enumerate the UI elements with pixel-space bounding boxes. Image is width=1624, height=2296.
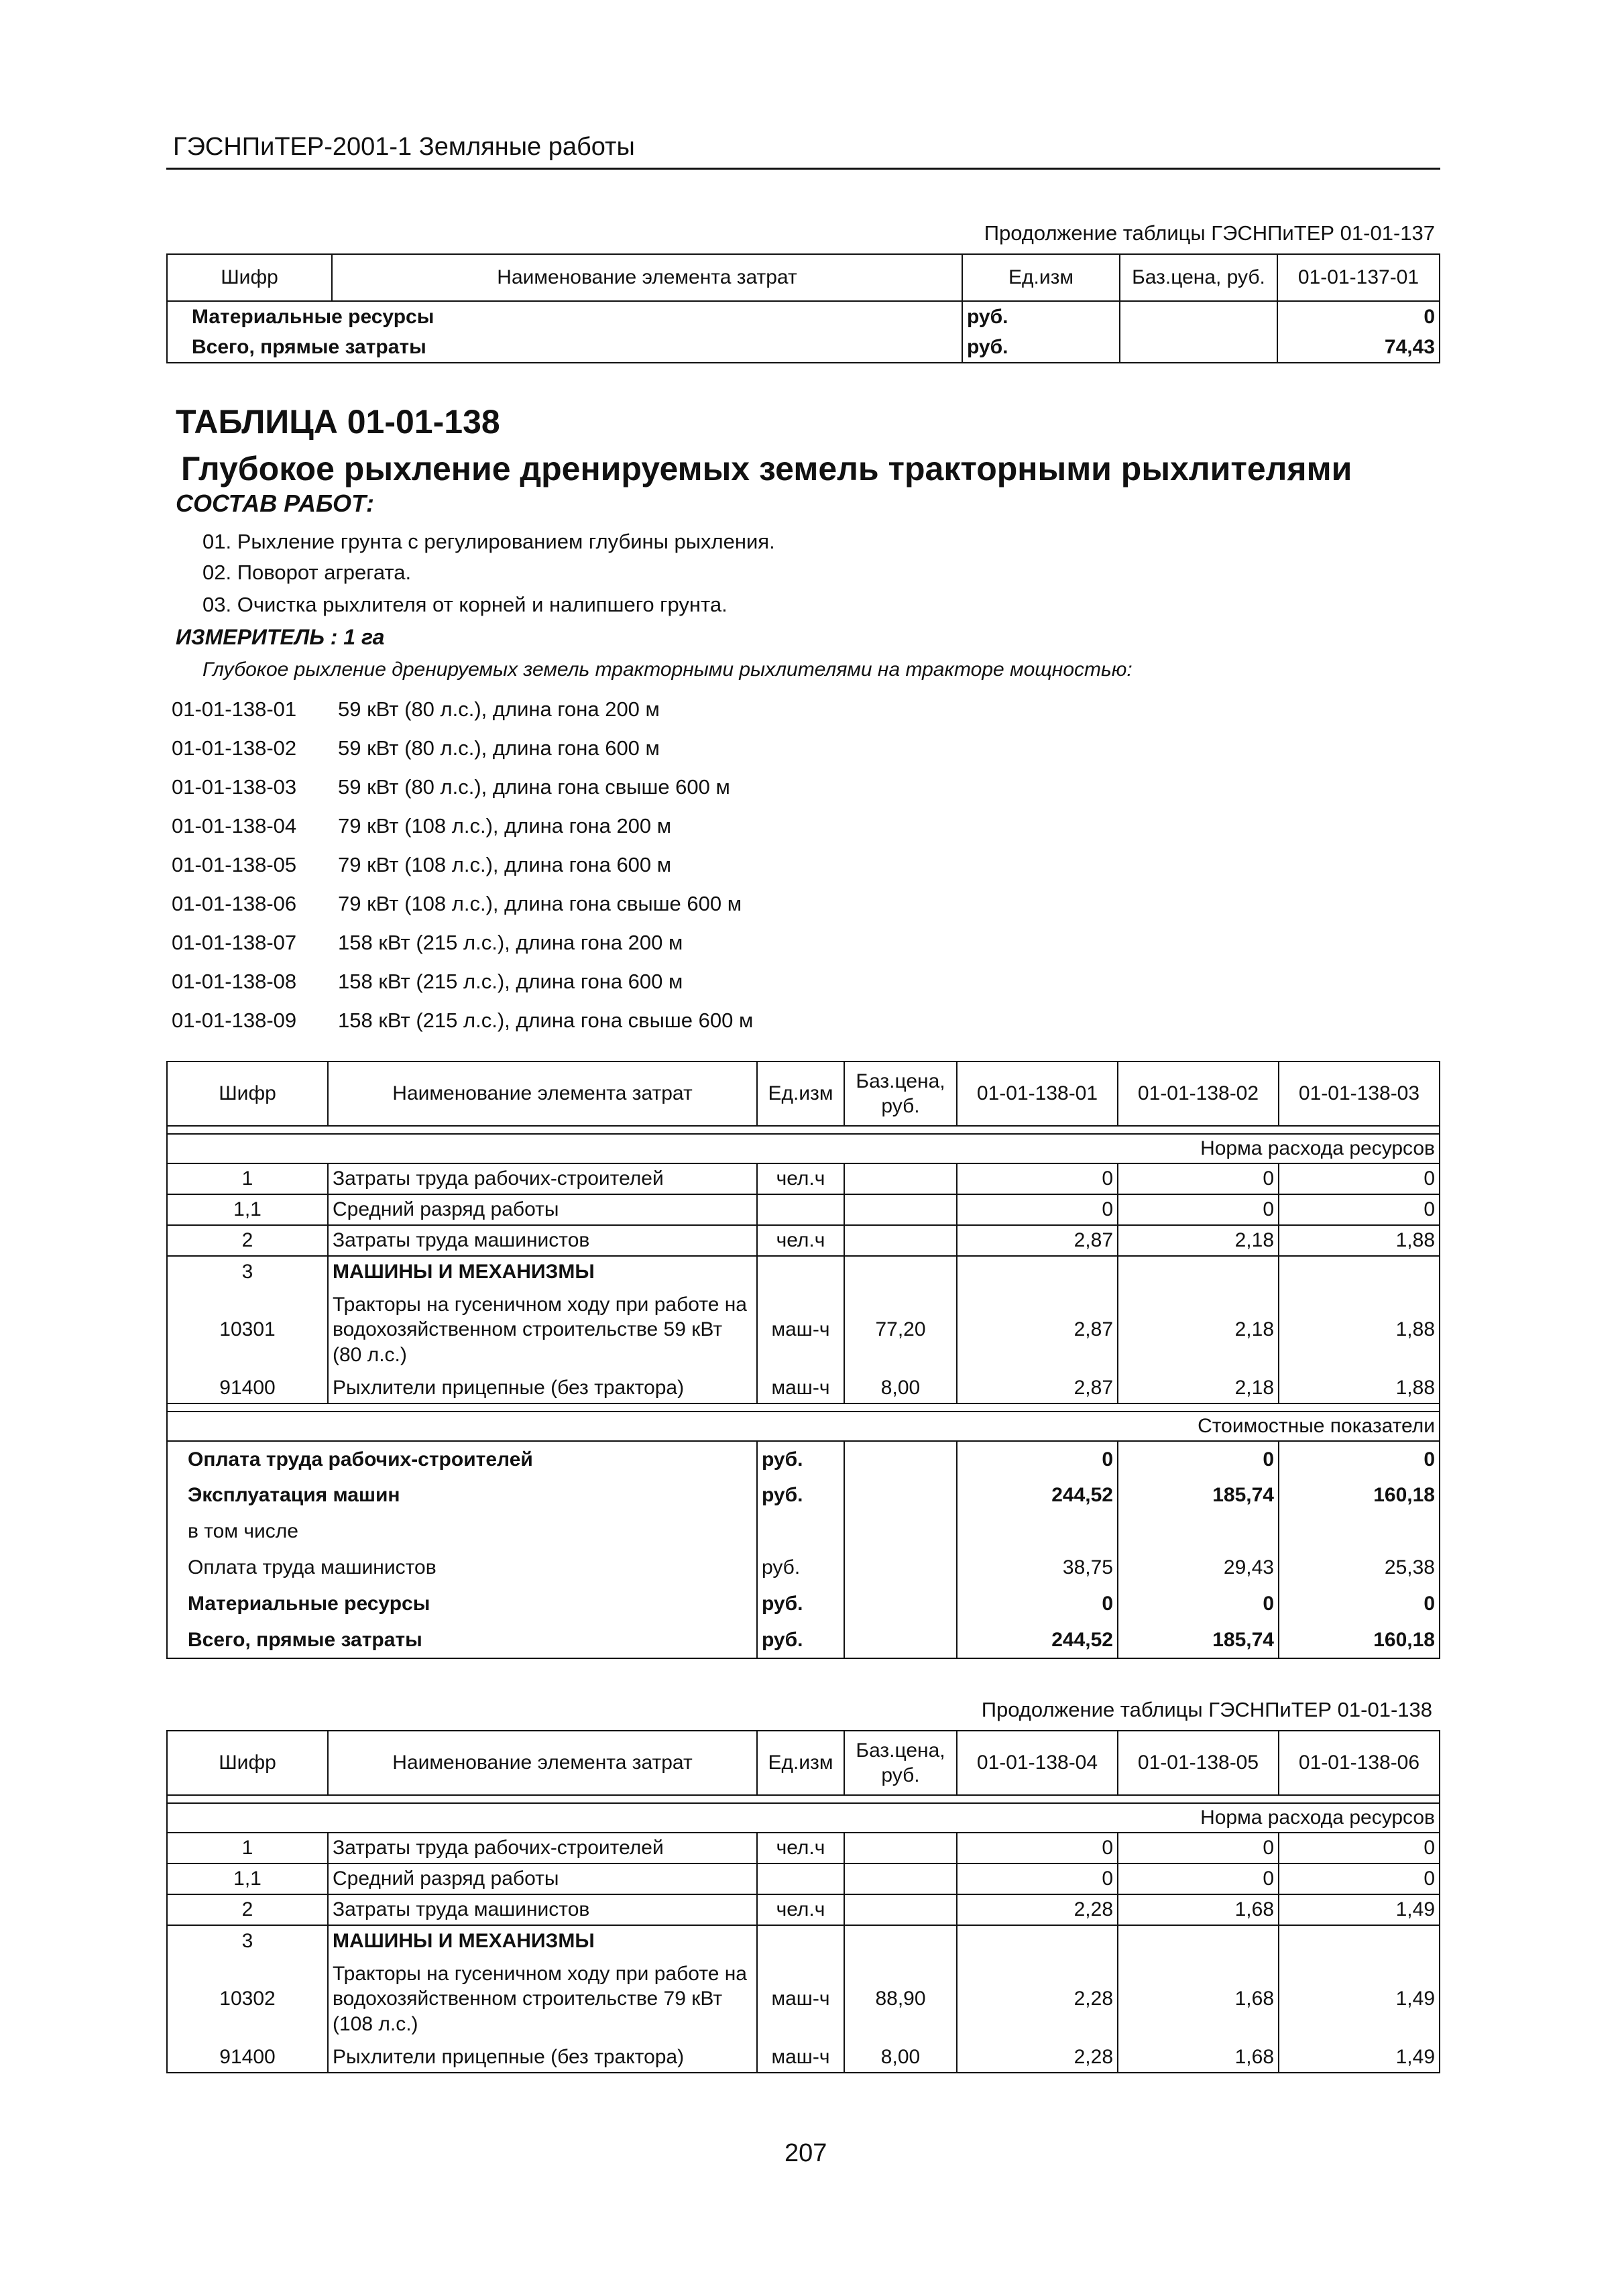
code-list-item <box>172 814 671 838</box>
row-value: 0 <box>1279 1863 1440 1894</box>
cost-value <box>1279 1513 1440 1550</box>
section-row <box>167 1803 1440 1833</box>
row-unit: маш-ч <box>757 2042 844 2073</box>
cost-name: Оплата труда рабочих-строителей <box>167 1441 757 1477</box>
work-item: 03. Очистка рыхлителя от корней и налипшего грунта. <box>202 593 728 616</box>
code-list-item <box>172 1009 753 1033</box>
cost-row <box>167 1550 1440 1586</box>
header-cell: Шифр <box>167 1061 328 1126</box>
row-name: Рыхлители прицепные (без трактора) <box>328 1373 757 1403</box>
cost-unit <box>757 1513 844 1550</box>
cost-value <box>957 1513 1118 1550</box>
row-value: 74,43 <box>1277 332 1440 363</box>
code-text: 79 кВт (108 л.с.), длина гона 600 м <box>338 853 672 876</box>
cost-value: 244,52 <box>957 1622 1118 1658</box>
row-name: Тракторы на гусеничном ходу при работе на водохозяйственном строительстве 79 кВт (108 л.с.) <box>328 1956 757 2042</box>
row-value: 2,87 <box>957 1287 1118 1373</box>
table-row <box>167 1956 1440 2042</box>
row-price <box>844 1833 957 1863</box>
table-row <box>167 1163 1440 1194</box>
section-row <box>167 1412 1440 1441</box>
row-value: 1,68 <box>1118 1956 1279 2042</box>
row-name: Всего, прямые затраты <box>167 332 962 363</box>
row-value: 0 <box>1118 1163 1279 1194</box>
cost-value: 25,38 <box>1279 1550 1440 1586</box>
row-unit <box>757 1256 844 1287</box>
row-value: 1,88 <box>1279 1373 1440 1403</box>
row-value: 2,28 <box>957 2042 1118 2073</box>
table-row <box>167 2042 1440 2073</box>
row-unit <box>757 1863 844 1894</box>
table-row <box>167 1287 1440 1373</box>
cost-price <box>844 1441 957 1477</box>
cost-value: 29,43 <box>1118 1550 1279 1586</box>
row-value: 2,28 <box>957 1894 1118 1925</box>
document-header: ГЭСНПиТЕР-2001-1 Земляные работы <box>173 133 635 161</box>
row-unit: маш-ч <box>757 1287 844 1373</box>
cost-unit: руб. <box>757 1586 844 1622</box>
row-price: 8,00 <box>844 1373 957 1403</box>
table-description: Глубокое рыхление дренируемых земель тракторными рыхлителями на тракторе мощностью: <box>202 658 1133 681</box>
cost-value: 0 <box>1118 1586 1279 1622</box>
cost-name: в том числе <box>167 1513 757 1550</box>
code-list-item <box>172 775 730 799</box>
spacer-cell <box>167 1795 1440 1803</box>
cost-name: Материальные ресурсы <box>167 1586 757 1622</box>
row-name: Тракторы на гусеничном ходу при работе на водохозяйственном строительстве 59 кВт (80 л.с.) <box>328 1287 757 1373</box>
row-value <box>957 1256 1118 1287</box>
header-cell: Наименование элемента затрат <box>328 1061 757 1126</box>
row-unit: чел.ч <box>757 1894 844 1925</box>
row-price <box>844 1163 957 1194</box>
cost-row <box>167 1441 1440 1477</box>
row-code: 2 <box>167 1225 328 1256</box>
spacer-row <box>167 1403 1440 1412</box>
cost-name: Всего, прямые затраты <box>167 1622 757 1658</box>
row-value: 0 <box>957 1194 1118 1225</box>
row-price: 8,00 <box>844 2042 957 2073</box>
table-row <box>167 1225 1440 1256</box>
row-value: 1,49 <box>1279 1894 1440 1925</box>
spacer-cell <box>167 1126 1440 1134</box>
row-unit: чел.ч <box>757 1163 844 1194</box>
cost-unit: руб. <box>757 1622 844 1658</box>
header-cell: 01-01-138-01 <box>957 1061 1118 1126</box>
row-value: 0 <box>1279 1163 1440 1194</box>
cost-name: Оплата труда машинистов <box>167 1550 757 1586</box>
code: 01-01-138-01 <box>172 697 297 721</box>
row-price <box>1120 332 1277 363</box>
header-cell: Наименование элемента затрат <box>332 254 962 301</box>
code-text: 158 кВт (215 л.с.), длина гона свыше 600 м <box>338 1009 754 1032</box>
cost-value: 160,18 <box>1279 1622 1440 1658</box>
cost-label: Стоимостные показатели <box>167 1412 1440 1441</box>
code-text: 79 кВт (108 л.с.), длина гона свыше 600 м <box>338 892 742 915</box>
row-code: 1,1 <box>167 1863 328 1894</box>
row-code: 1 <box>167 1163 328 1194</box>
header-cell: Ед.изм <box>962 254 1120 301</box>
row-unit <box>757 1925 844 1956</box>
code-text: 158 кВт (215 л.с.), длина гона 600 м <box>338 970 683 993</box>
row-value: 1,88 <box>1279 1287 1440 1373</box>
cost-row <box>167 1513 1440 1550</box>
header-cell: Ед.изм <box>757 1731 844 1795</box>
header-cell: Шифр <box>167 254 332 301</box>
code-text: 59 кВт (80 л.с.), длина гона свыше 600 м <box>338 775 730 799</box>
cost-value: 185,74 <box>1118 1622 1279 1658</box>
row-unit: руб. <box>962 332 1120 363</box>
main-table-header <box>167 1061 1440 1126</box>
code: 01-01-138-02 <box>172 736 297 760</box>
table-row <box>167 1925 1440 1956</box>
code: 01-01-138-07 <box>172 931 297 954</box>
row-price <box>844 1925 957 1956</box>
code: 01-01-138-03 <box>172 775 297 799</box>
row-value: 0 <box>1118 1863 1279 1894</box>
header-divider <box>166 168 1440 170</box>
row-name: Средний разряд работы <box>328 1863 757 1894</box>
row-name: МАШИНЫ И МЕХАНИЗМЫ <box>328 1925 757 1956</box>
header-cell: Баз.цена, руб. <box>844 1061 957 1126</box>
code-list-item <box>172 853 671 877</box>
table-137 <box>166 253 1440 363</box>
cost-value: 185,74 <box>1118 1477 1279 1513</box>
row-value: 2,87 <box>957 1373 1118 1403</box>
header-cell: Наименование элемента затрат <box>328 1731 757 1795</box>
header-cell: Шифр <box>167 1731 328 1795</box>
header-cell: Баз.цена, руб. <box>1120 254 1277 301</box>
table-row <box>167 1373 1440 1403</box>
cost-price <box>844 1513 957 1550</box>
cost-value: 0 <box>957 1586 1118 1622</box>
row-code: 1,1 <box>167 1194 328 1225</box>
cost-value: 0 <box>1279 1441 1440 1477</box>
table-row <box>167 332 1440 363</box>
code-text: 59 кВт (80 л.с.), длина гона 600 м <box>338 736 660 760</box>
header-cell: 01-01-138-05 <box>1118 1731 1279 1795</box>
row-price <box>844 1194 957 1225</box>
row-price: 88,90 <box>844 1956 957 2042</box>
work-composition-heading: СОСТАВ РАБОТ: <box>176 490 374 517</box>
cost-value: 244,52 <box>957 1477 1118 1513</box>
row-value: 0 <box>1277 301 1440 332</box>
row-price <box>844 1894 957 1925</box>
row-unit: чел.ч <box>757 1833 844 1863</box>
row-code: 10302 <box>167 1956 328 2042</box>
row-price <box>844 1256 957 1287</box>
table-row <box>167 1894 1440 1925</box>
cost-value: 38,75 <box>957 1550 1118 1586</box>
spacer-row <box>167 1126 1440 1134</box>
code: 01-01-138-06 <box>172 892 297 915</box>
table-row <box>167 1256 1440 1287</box>
row-value: 0 <box>1118 1194 1279 1225</box>
row-value: 0 <box>1279 1194 1440 1225</box>
header-cell: 01-01-137-01 <box>1277 254 1440 301</box>
table-row <box>167 1863 1440 1894</box>
spacer-cell <box>167 1403 1440 1412</box>
row-value <box>957 1925 1118 1956</box>
table-title: ТАБЛИЦА 01-01-138 <box>176 403 500 441</box>
row-name: Затраты труда рабочих-строителей <box>328 1833 757 1863</box>
code-list-item <box>172 931 683 955</box>
row-value: 1,68 <box>1118 2042 1279 2073</box>
cost-value: 0 <box>1279 1586 1440 1622</box>
work-item: 02. Поворот агрегата. <box>202 561 412 584</box>
row-price <box>844 1863 957 1894</box>
row-value <box>1279 1256 1440 1287</box>
continuation-table <box>166 1730 1440 2073</box>
row-value: 1,68 <box>1118 1894 1279 1925</box>
norm-label: Норма расхода ресурсов <box>167 1134 1440 1163</box>
work-item: 01. Рыхление грунта с регулированием глубины рыхления. <box>202 530 775 553</box>
row-value: 2,18 <box>1118 1225 1279 1256</box>
cost-value: 160,18 <box>1279 1477 1440 1513</box>
cost-price <box>844 1550 957 1586</box>
row-name: Затраты труда машинистов <box>328 1894 757 1925</box>
row-value: 2,87 <box>957 1225 1118 1256</box>
code: 01-01-138-04 <box>172 814 297 838</box>
spacer-row <box>167 1795 1440 1803</box>
cost-row <box>167 1477 1440 1513</box>
row-value: 0 <box>957 1833 1118 1863</box>
norm-label: Норма расхода ресурсов <box>167 1803 1440 1833</box>
row-value <box>1118 1256 1279 1287</box>
continuation-137: Продолжение таблицы ГЭСНПиТЕР 01-01-137 <box>984 221 1435 245</box>
row-name: Затраты труда машинистов <box>328 1225 757 1256</box>
row-value <box>1279 1925 1440 1956</box>
continuation-table-header <box>167 1731 1440 1795</box>
row-value: 2,28 <box>957 1956 1118 2042</box>
cost-unit: руб. <box>757 1441 844 1477</box>
code-list-item <box>172 892 742 916</box>
cost-name: Эксплуатация машин <box>167 1477 757 1513</box>
code-text: 59 кВт (80 л.с.), длина гона 200 м <box>338 697 660 721</box>
cost-value <box>1118 1513 1279 1550</box>
header-cell: 01-01-138-06 <box>1279 1731 1440 1795</box>
table-name: Глубокое рыхление дренируемых земель тракторными рыхлителями <box>181 450 1352 487</box>
row-value: 2,18 <box>1118 1373 1279 1403</box>
row-name: Материальные ресурсы <box>167 301 962 332</box>
table-row <box>167 1194 1440 1225</box>
unit-of-measure: ИЗМЕРИТЕЛЬ : 1 га <box>176 625 385 649</box>
cost-price <box>844 1622 957 1658</box>
continuation-138: Продолжение таблицы ГЭСНПиТЕР 01-01-138 <box>981 1698 1432 1721</box>
row-value: 1,88 <box>1279 1225 1440 1256</box>
table-row <box>167 301 1440 332</box>
row-value: 0 <box>957 1863 1118 1894</box>
row-unit: маш-ч <box>757 1956 844 2042</box>
row-value: 0 <box>1279 1833 1440 1863</box>
section-row <box>167 1134 1440 1163</box>
row-value <box>1118 1925 1279 1956</box>
row-code: 91400 <box>167 2042 328 2073</box>
cost-unit: руб. <box>757 1550 844 1586</box>
row-price <box>844 1225 957 1256</box>
row-name: Рыхлители прицепные (без трактора) <box>328 2042 757 2073</box>
row-code: 1 <box>167 1833 328 1863</box>
code: 01-01-138-08 <box>172 970 297 993</box>
cost-unit: руб. <box>757 1477 844 1513</box>
row-unit: маш-ч <box>757 1373 844 1403</box>
cost-value: 0 <box>1118 1441 1279 1477</box>
row-price: 77,20 <box>844 1287 957 1373</box>
header-cell: 01-01-138-02 <box>1118 1061 1279 1126</box>
row-code: 91400 <box>167 1373 328 1403</box>
main-table <box>166 1061 1440 1659</box>
row-value: 1,49 <box>1279 1956 1440 2042</box>
cost-price <box>844 1477 957 1513</box>
row-unit: руб. <box>962 301 1120 332</box>
table-137-header <box>167 254 1440 301</box>
row-code: 3 <box>167 1256 328 1287</box>
code-text: 158 кВт (215 л.с.), длина гона 200 м <box>338 931 683 954</box>
row-price <box>1120 301 1277 332</box>
page-number: 207 <box>785 2139 827 2167</box>
header-cell: Баз.цена, руб. <box>844 1731 957 1795</box>
header-cell: 01-01-138-04 <box>957 1731 1118 1795</box>
row-code: 2 <box>167 1894 328 1925</box>
row-value: 0 <box>957 1163 1118 1194</box>
row-unit: чел.ч <box>757 1225 844 1256</box>
row-value: 2,18 <box>1118 1287 1279 1373</box>
header-cell: Ед.изм <box>757 1061 844 1126</box>
code-list-item <box>172 970 683 994</box>
cost-value: 0 <box>957 1441 1118 1477</box>
row-name: Средний разряд работы <box>328 1194 757 1225</box>
code: 01-01-138-05 <box>172 853 297 876</box>
cost-row <box>167 1622 1440 1658</box>
row-name: Затраты труда рабочих-строителей <box>328 1163 757 1194</box>
code-list-item <box>172 736 660 760</box>
code: 01-01-138-09 <box>172 1009 297 1032</box>
row-code: 10301 <box>167 1287 328 1373</box>
code-text: 79 кВт (108 л.с.), длина гона 200 м <box>338 814 672 838</box>
code-list-item <box>172 697 660 722</box>
cost-price <box>844 1586 957 1622</box>
row-value: 1,49 <box>1279 2042 1440 2073</box>
table-row <box>167 1833 1440 1863</box>
row-name: МАШИНЫ И МЕХАНИЗМЫ <box>328 1256 757 1287</box>
header-cell: 01-01-138-03 <box>1279 1061 1440 1126</box>
row-value: 0 <box>1118 1833 1279 1863</box>
row-unit <box>757 1194 844 1225</box>
cost-row <box>167 1586 1440 1622</box>
row-code: 3 <box>167 1925 328 1956</box>
